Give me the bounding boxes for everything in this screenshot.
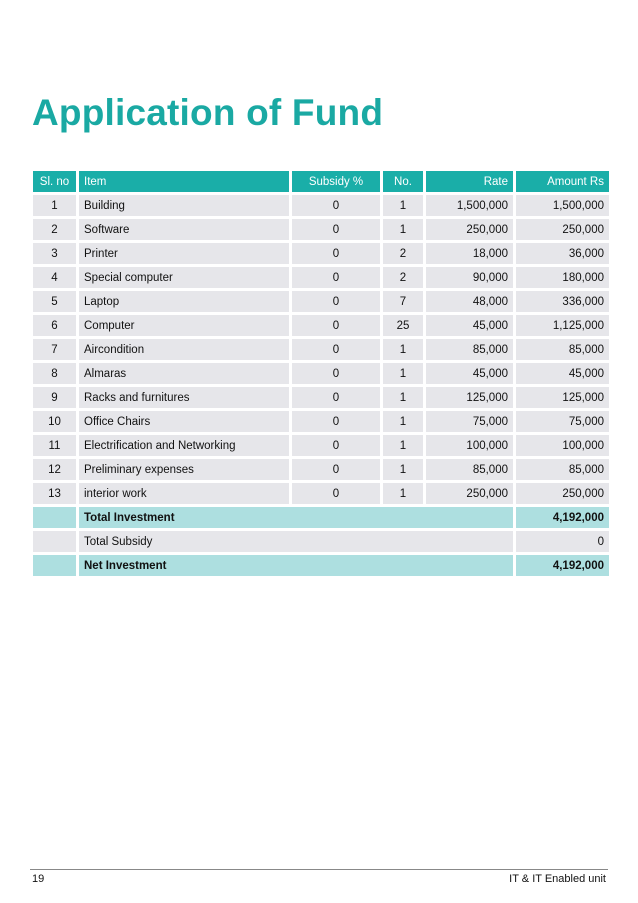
cell-item: Preliminary expenses [79, 459, 289, 480]
cell-item: Special computer [79, 267, 289, 288]
cell-amount: 180,000 [516, 267, 609, 288]
cell-subsidy: 0 [292, 291, 380, 312]
summary-blank-cell [33, 507, 76, 528]
cell-no: 1 [383, 195, 423, 216]
cell-amount: 250,000 [516, 219, 609, 240]
cell-subsidy: 0 [292, 267, 380, 288]
summary-blank-cell [33, 531, 76, 552]
page-title: Application of Fund [32, 92, 384, 133]
cell-item: Printer [79, 243, 289, 264]
cell-item: Almaras [79, 363, 289, 384]
cell-slno: 10 [33, 411, 76, 432]
cell-subsidy: 0 [292, 435, 380, 456]
cell-amount: 100,000 [516, 435, 609, 456]
table-row [33, 195, 609, 216]
total-investment-row [33, 507, 609, 528]
page-number: 19 [32, 873, 45, 885]
cell-subsidy: 0 [292, 195, 380, 216]
cell-subsidy: 0 [292, 315, 380, 336]
table-row [33, 435, 609, 456]
cell-no: 2 [383, 267, 423, 288]
cell-amount: 36,000 [516, 243, 609, 264]
table-row [33, 363, 609, 384]
net-investment-amount: 4,192,000 [516, 555, 609, 576]
cell-rate: 100,000 [426, 435, 513, 456]
cell-amount: 336,000 [516, 291, 609, 312]
cell-item: Office Chairs [79, 411, 289, 432]
cell-amount: 1,125,000 [516, 315, 609, 336]
cell-rate: 90,000 [426, 267, 513, 288]
header-amount: Amount Rs [516, 171, 609, 192]
cell-amount: 75,000 [516, 411, 609, 432]
cell-no: 1 [383, 339, 423, 360]
header-subsidy: Subsidy % [292, 171, 380, 192]
cell-rate: 18,000 [426, 243, 513, 264]
cell-slno: 6 [33, 315, 76, 336]
cell-item: Building [79, 195, 289, 216]
table-row [33, 483, 609, 504]
cell-no: 1 [383, 435, 423, 456]
cell-rate: 1,500,000 [426, 195, 513, 216]
cell-no: 1 [383, 219, 423, 240]
table-row [33, 267, 609, 288]
summary-blank-cell [33, 555, 76, 576]
cell-amount: 1,500,000 [516, 195, 609, 216]
table-row [33, 459, 609, 480]
total-investment-amount: 4,192,000 [516, 507, 609, 528]
table-row [33, 219, 609, 240]
cell-no: 1 [383, 411, 423, 432]
cell-slno: 9 [33, 387, 76, 408]
footer-caption: IT & IT Enabled unit [509, 873, 606, 885]
table-row [33, 387, 609, 408]
cell-item: Aircondition [79, 339, 289, 360]
cell-item: Software [79, 219, 289, 240]
cell-subsidy: 0 [292, 339, 380, 360]
cell-subsidy: 0 [292, 459, 380, 480]
cell-no: 2 [383, 243, 423, 264]
cell-slno: 8 [33, 363, 76, 384]
cell-slno: 5 [33, 291, 76, 312]
cell-rate: 125,000 [426, 387, 513, 408]
table-row [33, 291, 609, 312]
header-no: No. [383, 171, 423, 192]
total-subsidy-amount: 0 [516, 531, 609, 552]
total-subsidy-row [33, 531, 609, 552]
cell-no: 1 [383, 363, 423, 384]
cell-amount: 85,000 [516, 459, 609, 480]
cell-item: Laptop [79, 291, 289, 312]
cell-slno: 4 [33, 267, 76, 288]
cell-subsidy: 0 [292, 243, 380, 264]
header-slno: Sl. no [33, 171, 76, 192]
cell-no: 1 [383, 483, 423, 504]
cell-amount: 125,000 [516, 387, 609, 408]
cell-rate: 250,000 [426, 219, 513, 240]
footer-divider [30, 869, 608, 870]
cell-slno: 1 [33, 195, 76, 216]
cell-slno: 7 [33, 339, 76, 360]
cell-no: 7 [383, 291, 423, 312]
total-subsidy-label: Total Subsidy [79, 531, 513, 552]
cell-rate: 75,000 [426, 411, 513, 432]
cell-amount: 250,000 [516, 483, 609, 504]
cell-amount: 85,000 [516, 339, 609, 360]
total-investment-label: Total Investment [79, 507, 513, 528]
cell-subsidy: 0 [292, 387, 380, 408]
cell-rate: 85,000 [426, 339, 513, 360]
cell-subsidy: 0 [292, 411, 380, 432]
cell-item: Computer [79, 315, 289, 336]
cell-item: Electrification and Networking [79, 435, 289, 456]
cell-item: interior work [79, 483, 289, 504]
cell-no: 25 [383, 315, 423, 336]
net-investment-row [33, 555, 609, 576]
cell-item: Racks and furnitures [79, 387, 289, 408]
table-row [33, 315, 609, 336]
cell-rate: 45,000 [426, 315, 513, 336]
cell-subsidy: 0 [292, 363, 380, 384]
header-rate: Rate [426, 171, 513, 192]
cell-subsidy: 0 [292, 219, 380, 240]
table-row [33, 243, 609, 264]
table-row [33, 339, 609, 360]
cell-no: 1 [383, 459, 423, 480]
net-investment-label: Net Investment [79, 555, 513, 576]
table-header-row [33, 171, 609, 192]
header-item: Item [79, 171, 289, 192]
cell-slno: 2 [33, 219, 76, 240]
cell-amount: 45,000 [516, 363, 609, 384]
cell-slno: 11 [33, 435, 76, 456]
cell-slno: 12 [33, 459, 76, 480]
table-row [33, 411, 609, 432]
cell-slno: 13 [33, 483, 76, 504]
cell-subsidy: 0 [292, 483, 380, 504]
cell-rate: 250,000 [426, 483, 513, 504]
cell-slno: 3 [33, 243, 76, 264]
cell-rate: 48,000 [426, 291, 513, 312]
cell-no: 1 [383, 387, 423, 408]
cell-rate: 45,000 [426, 363, 513, 384]
cell-rate: 85,000 [426, 459, 513, 480]
fund-table [30, 168, 612, 579]
